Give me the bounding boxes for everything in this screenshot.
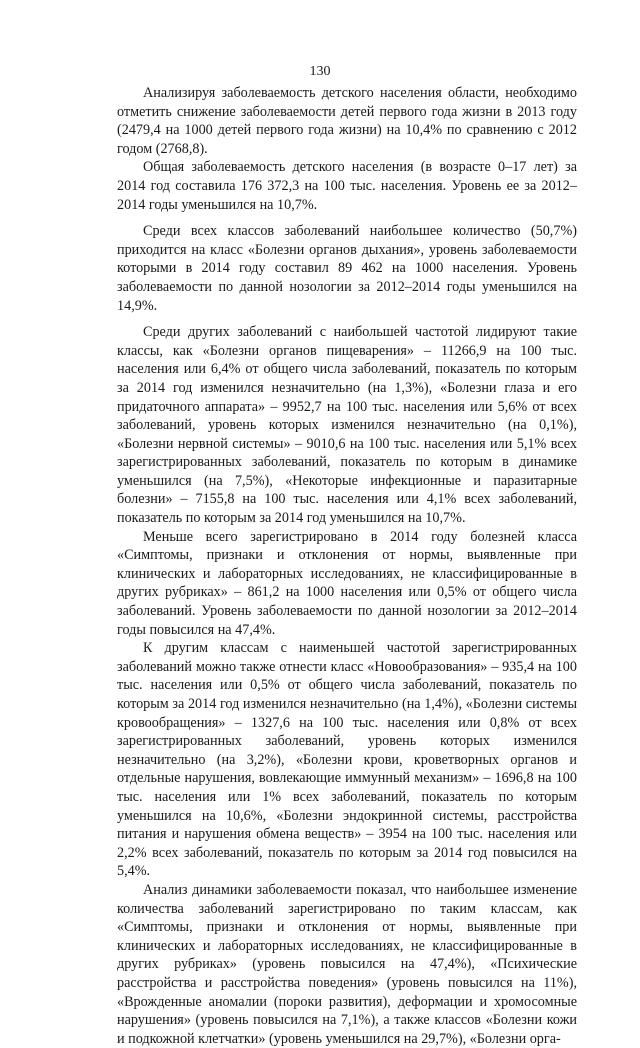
paragraph-general-morbidity: Общая заболеваемость детского населения (в возрасте 0–17 лет) за 2014 год составила 176 372,3 на 100 тыс. населения. Уровень ее за 2012–2014 годы уменьшился на 10,7%. bbox=[117, 159, 577, 213]
paragraph-child-morbidity-intro: Анализируя заболеваемость детского населения области, необходимо отметить снижение заболеваемости детей первого года жизни в 2013 году (2479,4 на 1000 детей первого года жизни) на 10,4% по сравнению с 2012 годом (2768,8). bbox=[117, 85, 577, 157]
paragraph-leading-classes: Среди других заболеваний с наибольшей частотой лидируют такие классы, как «Болезни органов пищеварения» – 11266,9 на 100 тыс. населения или 6,4% от общего числа заболеваний, показатель по которым за 2014 год изменился незначительно (на 1,3%), «Болезни глаза и его придаточного аппарата» – 9952,7 на 100 тыс. населения или 5,6% от всех заболеваний, уровень которых изменился незначительно (на 0,1%), «Болезни нервной системы» – 9010,6 на 100 тыс. населения или 5,1% всех зарегистрированных заболеваний, показатель по которым в динамике уменьшился (на 7,5%), «Некоторые инфекционные и паразитарные болезни» – 7155,8 на 100 тыс. населения или 4,1% всех заболеваний, показатель по которым за 2014 год уменьшился на 10,7%. bbox=[117, 324, 577, 527]
paragraph-lowest-frequency-classes: К другим классам с наименьшей частотой зарегистрированных заболеваний можно также отнести класс «Новообразования» – 935,4 на 100 тыс. населения или 0,5% от общего числа заболеваний, показатель по которым за 2014 год изменился незначительно (на 1,4%), «Болезни системы кровообращения» – 1327,6 на 100 тыс. населения или 0,8% от всех зарегистрированных заболеваний, уровень которых изменился незначительно (на 3,2%), «Болезни крови, кроветворных органов и отдельные нарушения, вовлекающие иммунный механизм» – 1696,8 на 100 тыс. населения или 1% всех заболеваний, показатель по которым уменьшился на 10,6%, «Болезни эндокринной системы, расстройства питания и нарушения обмена веществ» – 3954 на 100 тыс. населения или 2,2% всех заболеваний, показатель по которым за 2014 год повысился на 5,4%. bbox=[117, 640, 577, 880]
paragraph-respiratory-diseases: Среди всех классов заболеваний наибольшее количество (50,7%) приходится на класс «Болезни органов дыхания», уровень заболеваемости которыми в 2014 году составил 89 462 на 1000 населения. Уровень заболеваемости по данной нозологии за 2012–2014 годы уменьшился на 14,9%. bbox=[117, 223, 577, 314]
paragraph-dynamics-analysis: Анализ динамики заболеваемости показал, что наибольшее изменение количества заболеваний зарегистрировано по таким классам, как «Симптомы, признаки и отклонения от нормы, выявленные при клинических и лабораторных исследованиях, не классифицированные в других рубриках» (уровень повысился на 47,4%), «Психические расстройства и расстройства поведения» (уровень повысился на 11%), «Врожденные аномалии (пороки развития), деформации и хромосомные нарушения» (уровень повысился на 7,1%), а также классов «Болезни кожи и подкожной клетчатки» (уровень уменьшился на 29,7%), «Болезни орга- bbox=[117, 881, 577, 1047]
text-body bbox=[117, 84, 577, 1048]
page-number: 130 bbox=[309, 64, 331, 79]
paragraph-least-registered: Меньше всего зарегистрировано в 2014 году болезней класса «Симптомы, признаки и отклонения от нормы, выявленные при клинических и лабораторных исследованиях, не классифицированные в других рубриках» – 861,2 на 1000 населения или 0,5% от общего числа заболеваний. Уровень заболеваемости по данной нозологии за 2012–2014 годы повысился на 47,4%. bbox=[117, 528, 577, 638]
